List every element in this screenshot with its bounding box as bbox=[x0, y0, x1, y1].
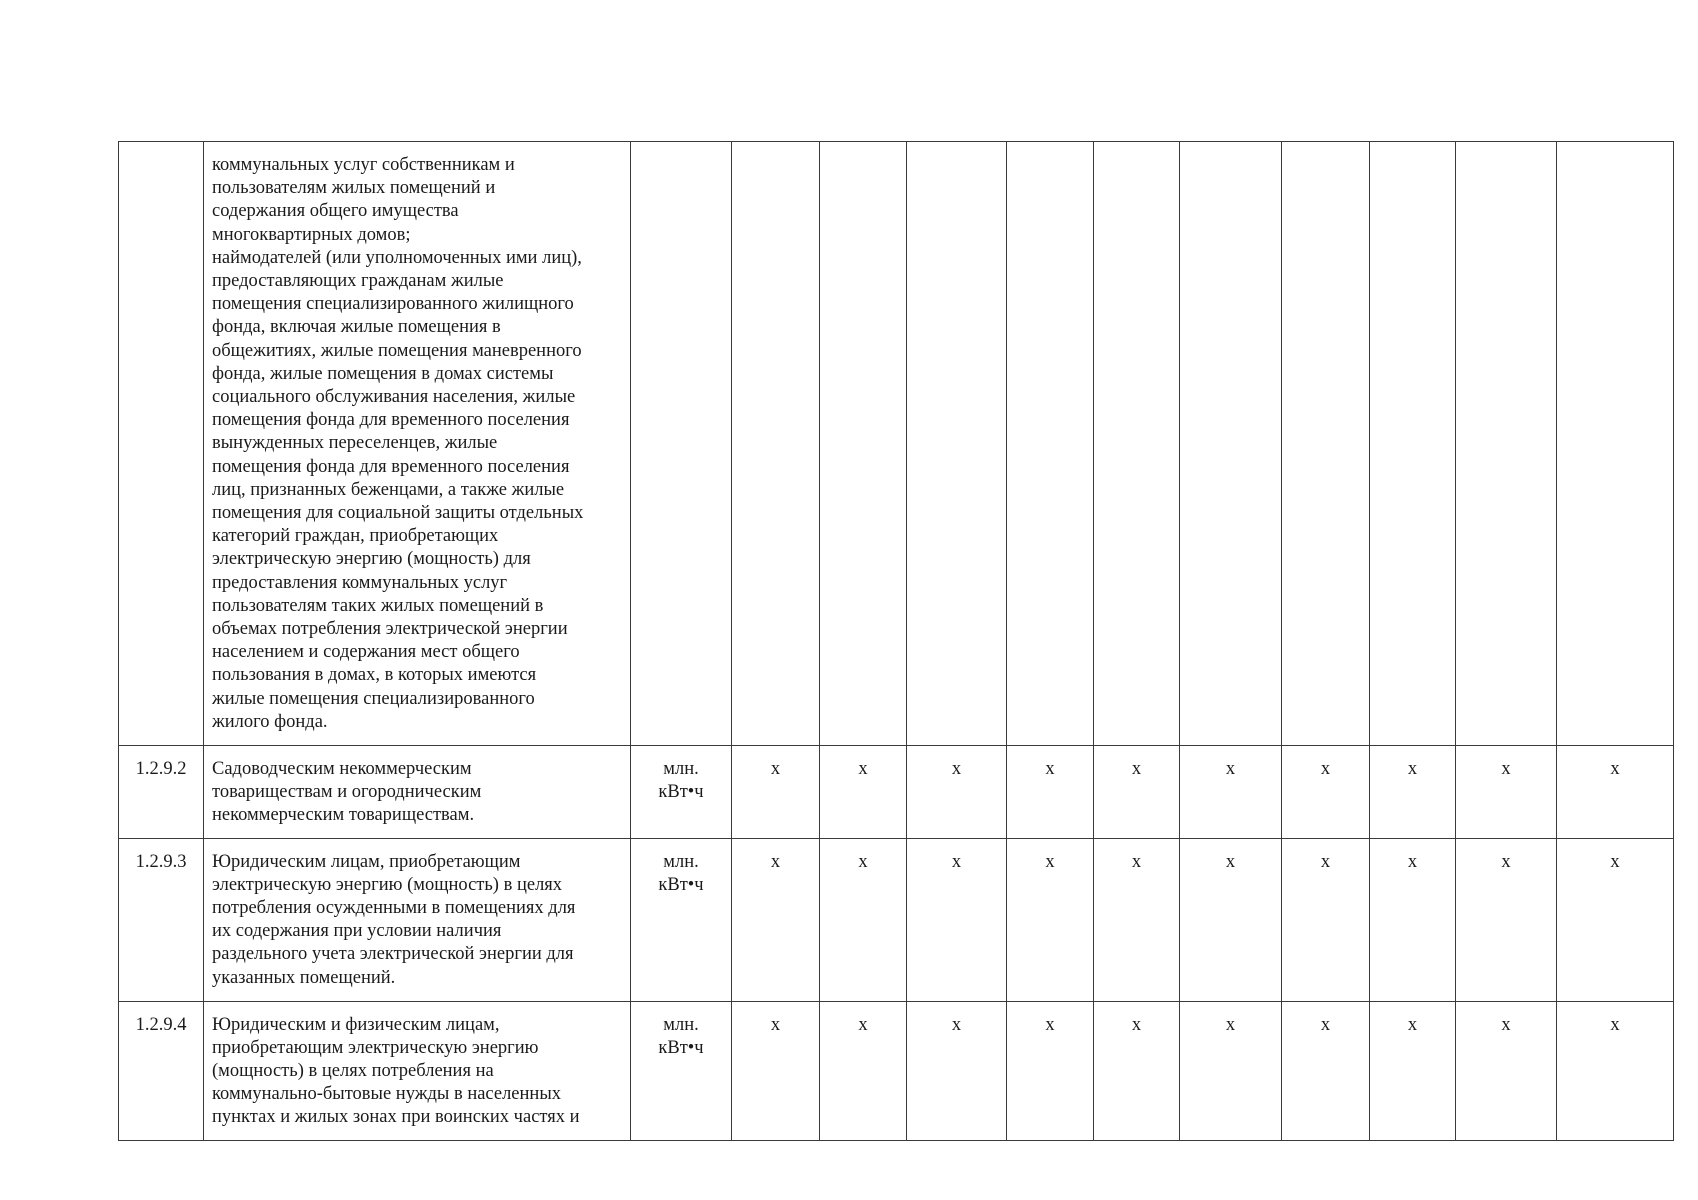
description-line: указанных помещений. bbox=[212, 967, 396, 988]
description-line: фонда, жилые помещения в домах системы bbox=[212, 363, 554, 384]
value-cell: х bbox=[1370, 838, 1456, 1001]
description-line: фонда, включая жилые помещения в bbox=[212, 317, 501, 338]
table-row bbox=[119, 1001, 1674, 1140]
row-number bbox=[119, 142, 204, 746]
value-cell: х bbox=[1094, 746, 1180, 839]
description-line: пользователям таких жилых помещений в bbox=[212, 595, 544, 616]
description-line: пользователям жилых помещений и bbox=[212, 178, 496, 199]
description-line: объемах потребления электрической энергии bbox=[212, 619, 568, 640]
description-line: Юридическим и физическим лицам, bbox=[212, 1014, 500, 1035]
description-line: жилого фонда. bbox=[212, 711, 328, 732]
description-line: помещения специализированного жилищного bbox=[212, 294, 574, 315]
table-body bbox=[119, 142, 1674, 1141]
description-line: пунктах и жилых зонах при воинских частях и bbox=[212, 1107, 580, 1128]
description-line: помещения фонда для временного поселения bbox=[212, 410, 570, 431]
row-number: 1.2.9.3 bbox=[119, 838, 204, 1001]
description-line: коммунальных услуг собственникам и bbox=[212, 155, 515, 175]
value-cell: х bbox=[907, 746, 1007, 839]
value-cell bbox=[1282, 142, 1370, 746]
description-line: наймодателей (или уполномоченных ими лиц), bbox=[212, 247, 582, 268]
unit-line: кВт•ч bbox=[658, 782, 704, 803]
description-line: Юридическим лицам, приобретающим bbox=[212, 851, 521, 872]
value-cell: х bbox=[820, 1001, 907, 1140]
description-line: некоммерческим товариществам. bbox=[212, 805, 475, 826]
table-row bbox=[119, 838, 1674, 1001]
description-line: их содержания при условии наличия bbox=[212, 921, 502, 942]
description-line: лиц, признанных беженцами, а также жилые bbox=[212, 479, 565, 500]
value-cell: х bbox=[1007, 838, 1094, 1001]
value-cell: х bbox=[1557, 746, 1674, 839]
row-description bbox=[204, 838, 631, 1001]
value-cell: х bbox=[732, 838, 820, 1001]
tariff-table bbox=[118, 141, 1674, 1141]
row-description bbox=[204, 746, 631, 839]
value-cell: х bbox=[1180, 746, 1282, 839]
value-cell: х bbox=[1557, 1001, 1674, 1140]
row-number: 1.2.9.2 bbox=[119, 746, 204, 839]
value-cell bbox=[1094, 142, 1180, 746]
row-unit bbox=[631, 142, 732, 746]
value-cell: х bbox=[1557, 838, 1674, 1001]
value-cell bbox=[1180, 142, 1282, 746]
description-line: коммунально-бытовые нужды в населенных bbox=[212, 1084, 561, 1105]
value-cell: х bbox=[1094, 838, 1180, 1001]
description-line: приобретающим электрическую энергию bbox=[212, 1037, 539, 1058]
description-line: социального обслуживания населения, жилые bbox=[212, 387, 576, 408]
unit-line: кВт•ч bbox=[658, 1037, 704, 1058]
description-line: категорий граждан, приобретающих bbox=[212, 526, 499, 547]
value-cell: х bbox=[907, 838, 1007, 1001]
unit-line: кВт•ч bbox=[658, 874, 704, 895]
description-line: предоставления коммунальных услуг bbox=[212, 572, 508, 593]
value-cell bbox=[820, 142, 907, 746]
value-cell: х bbox=[1007, 746, 1094, 839]
value-cell: х bbox=[1456, 838, 1557, 1001]
description-line: пользования в домах, в которых имеются bbox=[212, 665, 537, 686]
description-line: жилые помещения специализированного bbox=[212, 688, 535, 709]
description-line: раздельного учета электрической энергии для bbox=[212, 944, 574, 965]
description-line: электрическую энергию (мощность) для bbox=[212, 549, 531, 570]
row-description bbox=[204, 142, 631, 746]
description-line: Садоводческим некоммерческим bbox=[212, 759, 472, 779]
value-cell bbox=[907, 142, 1007, 746]
unit-line: млн. bbox=[663, 759, 699, 779]
value-cell: х bbox=[1282, 838, 1370, 1001]
description-line: потребления осужденными в помещениях для bbox=[212, 898, 576, 919]
unit-line: млн. bbox=[663, 851, 699, 872]
value-cell: х bbox=[1282, 1001, 1370, 1140]
value-cell bbox=[1007, 142, 1094, 746]
value-cell: х bbox=[1180, 838, 1282, 1001]
value-cell: х bbox=[1007, 1001, 1094, 1140]
description-line: (мощность) в целях потребления на bbox=[212, 1061, 494, 1082]
row-unit bbox=[631, 746, 732, 839]
row-unit bbox=[631, 1001, 732, 1140]
value-cell: х bbox=[820, 838, 907, 1001]
value-cell: х bbox=[1370, 1001, 1456, 1140]
value-cell: х bbox=[1282, 746, 1370, 839]
description-line: электрическую энергию (мощность) в целях bbox=[212, 874, 563, 895]
value-cell: х bbox=[1456, 746, 1557, 839]
description-line: помещения для социальной защиты отдельных bbox=[212, 503, 584, 524]
description-line: товариществам и огородническим bbox=[212, 782, 482, 803]
value-cell: х bbox=[732, 746, 820, 839]
value-cell: х bbox=[1094, 1001, 1180, 1140]
value-cell bbox=[1557, 142, 1674, 746]
value-cell: х bbox=[820, 746, 907, 839]
value-cell: х bbox=[1456, 1001, 1557, 1140]
row-number: 1.2.9.4 bbox=[119, 1001, 204, 1140]
unit-line: млн. bbox=[663, 1014, 699, 1035]
table-row bbox=[119, 746, 1674, 839]
description-line: предоставляющих гражданам жилые bbox=[212, 271, 504, 292]
description-line: общежитиях, жилые помещения маневренного bbox=[212, 340, 582, 361]
value-cell: х bbox=[1180, 1001, 1282, 1140]
value-cell: х bbox=[732, 1001, 820, 1140]
value-cell bbox=[1370, 142, 1456, 746]
description-line: вынужденных переселенцев, жилые bbox=[212, 433, 498, 454]
value-cell bbox=[732, 142, 820, 746]
table-row bbox=[119, 142, 1674, 746]
description-line: помещения фонда для временного поселения bbox=[212, 456, 570, 477]
row-unit bbox=[631, 838, 732, 1001]
description-line: населением и содержания мест общего bbox=[212, 642, 520, 663]
description-line: многоквартирных домов; bbox=[212, 224, 411, 245]
value-cell: х bbox=[907, 1001, 1007, 1140]
row-description bbox=[204, 1001, 631, 1140]
value-cell: х bbox=[1370, 746, 1456, 839]
value-cell bbox=[1456, 142, 1557, 746]
description-line: содержания общего имущества bbox=[212, 201, 459, 222]
